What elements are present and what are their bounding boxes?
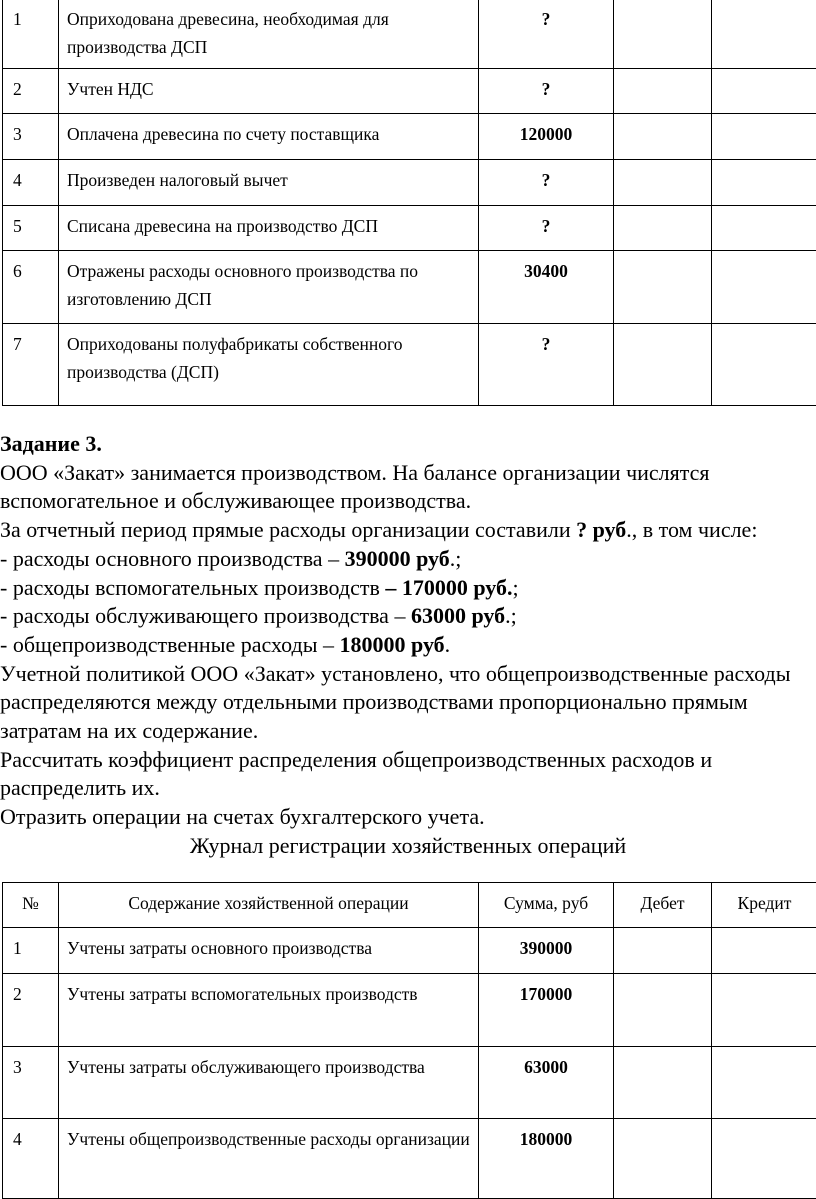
cost-item [0,545,816,574]
operations-table-1 [2,0,816,406]
amount: 180000 [479,1119,614,1199]
operation-description: Произведен налоговый вычет [59,160,479,206]
text: ., в том числе: [626,517,758,543]
row-number: 1 [3,0,59,69]
row-number: 3 [3,1047,59,1119]
cost-item [0,602,816,631]
row-number: 6 [3,251,59,324]
amount: 120000 [479,114,614,160]
row-number: 2 [3,69,59,114]
row-number: 4 [3,160,59,206]
text: - расходы вспомогательных производств [0,574,386,600]
column-header: Дебет [614,883,712,928]
table-row [3,1047,816,1119]
debit-cell[interactable] [614,0,712,69]
operation-description: Оплачена древесина по счету поставщика [59,114,479,160]
credit-cell[interactable] [712,928,816,974]
task-intro: ООО «Закат» занимается производством. На балансе организации числятся вспомогательное и обслуживающее производства. [0,459,710,514]
text-bold: ? руб [576,517,627,543]
table-row [3,69,816,114]
text: .; [449,545,462,571]
row-number: 5 [3,206,59,251]
row-number: 4 [3,1119,59,1199]
operation-description: Списана древесина на производство ДСП [59,206,479,251]
amount: ? [479,160,614,206]
credit-cell[interactable] [712,114,816,160]
amount: ? [479,324,614,406]
table-row [3,160,816,206]
debit-cell[interactable] [614,974,712,1047]
credit-cell[interactable] [712,0,816,69]
table-row [3,1119,816,1199]
column-header: Содержание хозяйственной операции [59,883,479,928]
text: - расходы обслуживающего производства – [0,603,411,629]
credit-cell[interactable] [712,160,816,206]
amount: ? [479,0,614,69]
operation-description: Учтены общепроизводственные расходы организации [59,1119,479,1199]
operation-description: Отражены расходы основного производства по изготовлению ДСП [59,251,479,324]
operation-description: Оприходованы полуфабрикаты собственного производства (ДСП) [59,324,479,406]
text: За отчетный период прямые расходы организации составили [0,517,577,543]
debit-cell[interactable] [614,1119,712,1199]
operation-description: Учтены затраты основного производства [59,928,479,974]
amount: 390000 [479,928,614,974]
task-direct-costs [0,516,816,545]
column-header: Сумма, руб [479,883,614,928]
amount: 63000 [479,1047,614,1119]
column-header: № [3,883,59,928]
cost-item [0,631,816,660]
credit-cell[interactable] [712,69,816,114]
operation-description: Учтены затраты вспомогательных производств [59,974,479,1047]
debit-cell[interactable] [614,251,712,324]
journal-table [2,882,816,1199]
task-policy: Учетной политикой ООО «Закат» установлено, что общепроизводственные расходы распределяются между отдельными производствами пропорционально прямым затратам на их содержание. [0,660,791,744]
credit-cell[interactable] [712,251,816,324]
table-row [3,251,816,324]
debit-cell[interactable] [614,69,712,114]
text: .; [505,603,517,629]
text: - общепроизводственные расходы – [0,631,340,657]
credit-cell[interactable] [712,206,816,251]
row-number: 7 [3,324,59,406]
journal-title: Журнал регистрации хозяйственных операций [189,832,627,858]
row-number: 3 [3,114,59,160]
amount: 30400 [479,251,614,324]
debit-cell[interactable] [614,160,712,206]
column-header: Кредит [712,883,816,928]
credit-cell[interactable] [712,1047,816,1119]
row-number: 1 [3,928,59,974]
operation-description: Учтены затраты обслуживающего производства [59,1047,479,1119]
task-3 [0,430,816,861]
operation-description: Оприходована древесина, необходимая для производства ДСП [59,0,479,69]
task-title: Задание 3. [0,431,102,456]
table-row [3,206,816,251]
task-instruction-post: Отразить операции на счетах бухгалтерского учета. [0,804,485,830]
text: - расходы основного производства – [0,545,345,571]
operation-description: Учтен НДС [59,69,479,114]
text: . [444,631,451,657]
amount: ? [479,206,614,251]
credit-cell[interactable] [712,324,816,406]
amount: ? [479,69,614,114]
credit-cell[interactable] [712,1119,816,1199]
text-bold: – 170000 руб. [385,574,513,600]
table-row [3,928,816,974]
table-row [3,0,816,69]
text-bold: 63000 руб [410,603,506,629]
table-row [3,324,816,406]
debit-cell[interactable] [614,928,712,974]
task-instruction-calc: Рассчитать коэффициент распределения общепроизводственных расходов и распределить их. [0,746,713,801]
table-row [3,114,816,160]
text-bold: 390000 руб [344,545,450,571]
table-row [3,974,816,1047]
cost-item [0,574,816,603]
table-header-row [3,883,816,928]
debit-cell[interactable] [614,1047,712,1119]
row-number: 2 [3,974,59,1047]
amount: 170000 [479,974,614,1047]
text: ; [512,574,519,600]
text-bold: 180000 руб [339,631,445,657]
debit-cell[interactable] [614,206,712,251]
debit-cell[interactable] [614,324,712,406]
credit-cell[interactable] [712,974,816,1047]
debit-cell[interactable] [614,114,712,160]
